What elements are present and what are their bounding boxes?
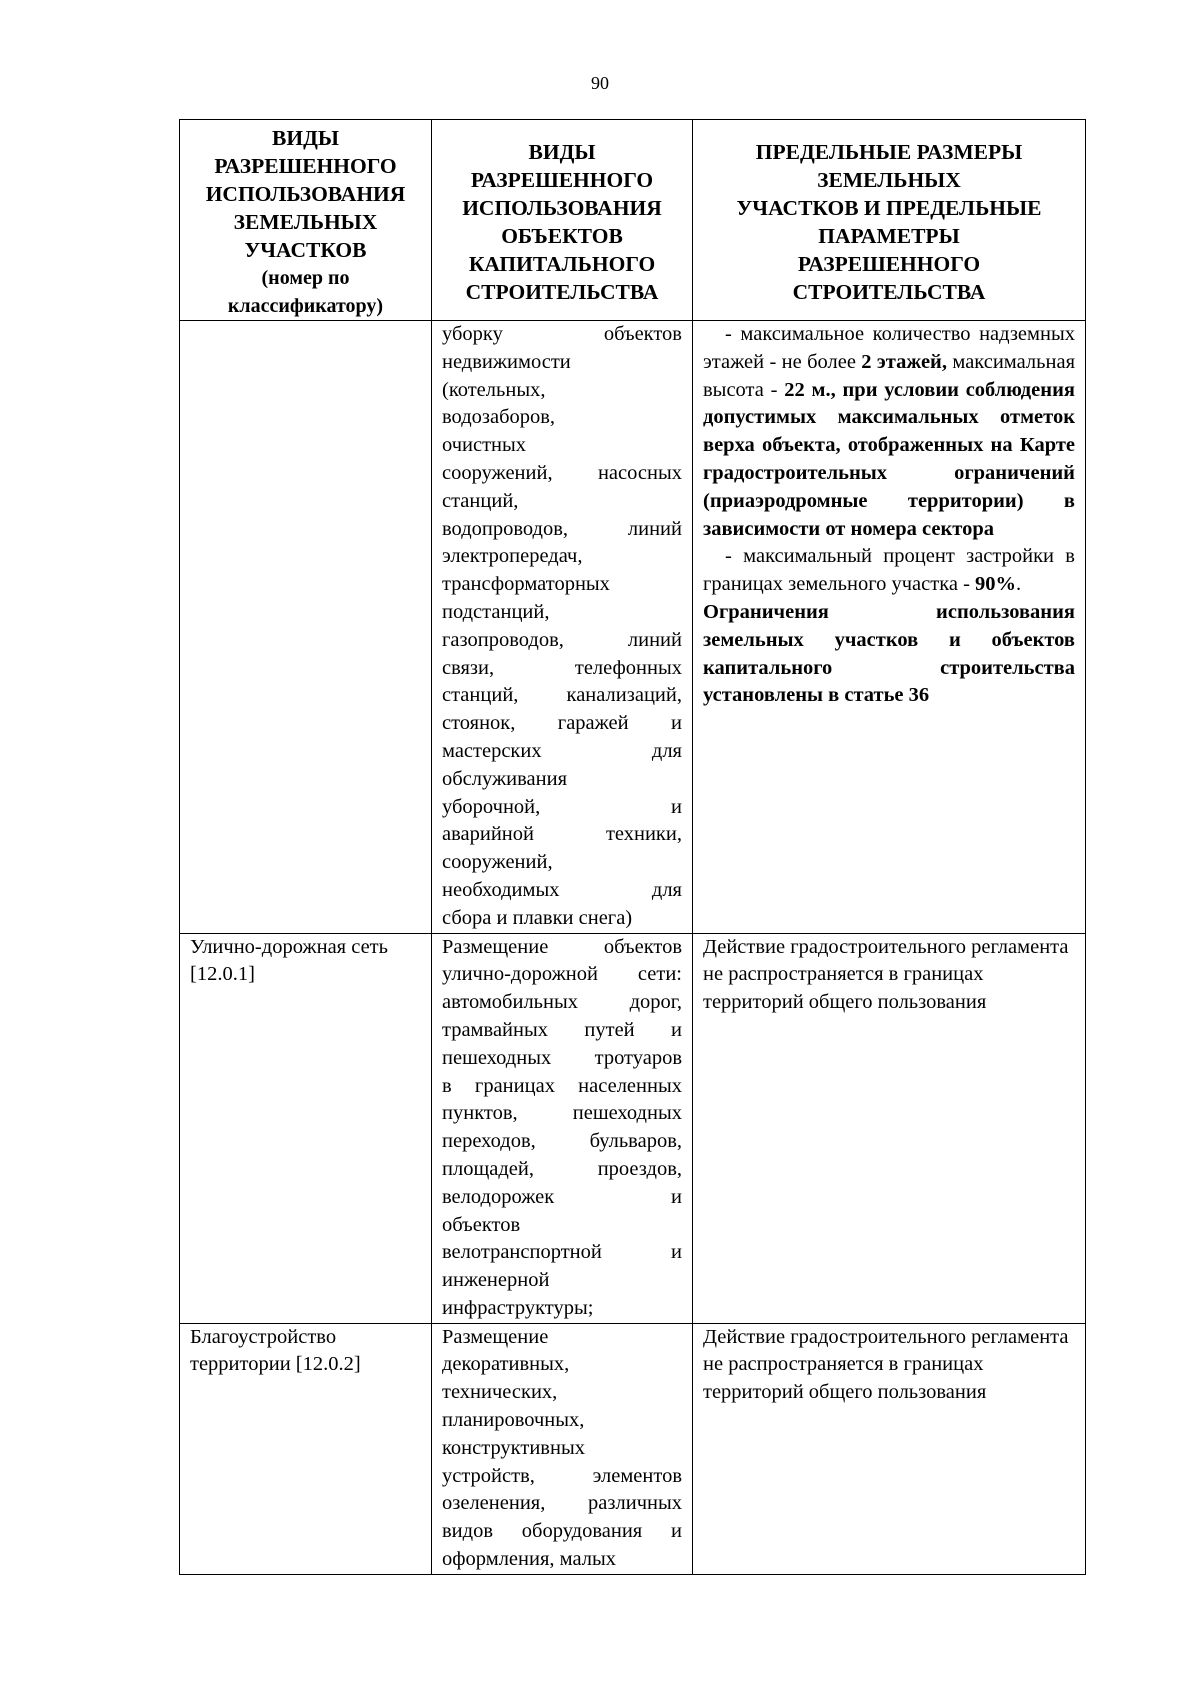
text-line: уборку объектов [442, 323, 682, 345]
text-line: необходимых для [442, 878, 682, 901]
text-line: сооружений, насосных [442, 461, 682, 484]
params-paragraph: - максимальное количество надземных этажей - не более 2 этажей, максимальная высота - 22 м., при условии соблюдения допустимых максимальных отметок верха объекта, отображенных на Карте градостроительных ограничений (приаэродромные территории) в зависимости от номера сектора [703, 323, 1075, 540]
text-line: инфраструктуры; [442, 1296, 594, 1319]
text-line: пунктов, пешеходных [442, 1102, 682, 1125]
text-line: очистных [442, 434, 527, 457]
text-line: конструктивных [442, 1436, 585, 1459]
text-line: объектов [442, 1213, 521, 1236]
text-line: сбора и плавки снега) [442, 906, 633, 929]
text-line: водозаборов, [442, 406, 556, 429]
text-line: недвижимости [442, 350, 571, 373]
text-line: станций, канализаций, [442, 684, 682, 707]
text-line: планировочных, [442, 1409, 585, 1432]
objects-cell [432, 1323, 693, 1574]
text-line: электропередач, [442, 545, 583, 568]
text-line: видов оборудования и [442, 1520, 682, 1543]
text-line: переходов, бульваров, [442, 1130, 682, 1153]
header-use-types: ВИДЫ РАЗРЕШЕННОГО ИСПОЛЬЗОВАНИЯ ЗЕМЕЛЬНЫХ УЧАСТКОВ (номер по классификатору) [180, 120, 432, 321]
text-line: технических, [442, 1381, 558, 1404]
table-row [180, 321, 1086, 934]
objects-list [442, 321, 682, 933]
text-line: озеленения, различных [442, 1492, 682, 1515]
use-type-cell [180, 321, 432, 934]
use-type-cell: Благоустройство территории [12.0.2] [180, 1323, 432, 1574]
text-line: аварийной техники, [442, 823, 682, 846]
text-line: пешеходных тротуаров [442, 1046, 682, 1069]
text-line: оформления, малых [442, 1548, 617, 1571]
text-line: автомобильных дорог, [442, 991, 682, 1014]
header-limits: ПРЕДЕЛЬНЫЕ РАЗМЕРЫ ЗЕМЕЛЬНЫХ УЧАСТКОВ И ПРЕДЕЛЬНЫЕ ПАРАМЕТРЫ РАЗРЕШЕННОГО СТРОИТЕЛЬСТВА [693, 120, 1086, 321]
table-header-row [180, 120, 1086, 321]
text-line: сооружений, [442, 851, 553, 874]
text-line: велотранспортной и [442, 1241, 682, 1264]
text-line: трансформаторных [442, 573, 610, 596]
params-cell: Действие градостроительного регламента не распространяется в границах территорий общего пользования [693, 1323, 1086, 1574]
objects-cell [432, 933, 693, 1323]
table-row [180, 933, 1086, 1323]
text-line: трамвайных путей и [442, 1018, 682, 1041]
header-object-types: ВИДЫ РАЗРЕШЕННОГО ИСПОЛЬЗОВАНИЯ ОБЪЕКТОВ КАПИТАЛЬНОГО СТРОИТЕЛЬСТВА [432, 120, 693, 321]
text-line: мастерских для [442, 739, 682, 762]
restrictions-note: Ограничения использования земельных участков и объектов капитального строительства установлены в статье 36 [703, 600, 1075, 707]
zoning-table [179, 119, 1086, 1575]
text-line: Размещение объектов [442, 935, 682, 958]
table-row [180, 1323, 1086, 1574]
page-number: 90 [591, 73, 609, 93]
text-line: станций, [442, 489, 519, 512]
text-line: улично-дорожной сети: [442, 963, 682, 986]
text-line: инженерной [442, 1269, 550, 1292]
text-line: декоративных, [442, 1353, 570, 1376]
objects-list [442, 934, 682, 1323]
text-line: подстанций, [442, 600, 550, 623]
params-cell: Действие градостроительного регламента не распространяется в границах территорий общего пользования [693, 933, 1086, 1323]
text-line: уборочной, и [442, 795, 682, 818]
text-line: стоянок, гаражей и [442, 712, 682, 735]
objects-cell [432, 321, 693, 934]
text-line: водопроводов, линий [442, 517, 682, 540]
text-line: велодорожек и [442, 1185, 682, 1208]
text-line: площадей, проездов, [442, 1157, 682, 1180]
text-line: связи, телефонных [442, 656, 682, 679]
params-paragraph: - максимальный процент застройки в границах земельного участка - 90%. [703, 545, 1075, 596]
use-type-cell: Улично-дорожная сеть [12.0.1] [180, 933, 432, 1323]
objects-list [442, 1324, 682, 1574]
text-line: в границах населенных [442, 1074, 682, 1097]
text-line: устройств, элементов [442, 1464, 682, 1487]
text-line: Размещение [442, 1325, 549, 1348]
text-line: обслуживания [442, 767, 568, 790]
text-line: (котельных, [442, 378, 546, 401]
text-line: газопроводов, линий [442, 628, 682, 651]
params-cell [693, 321, 1086, 934]
